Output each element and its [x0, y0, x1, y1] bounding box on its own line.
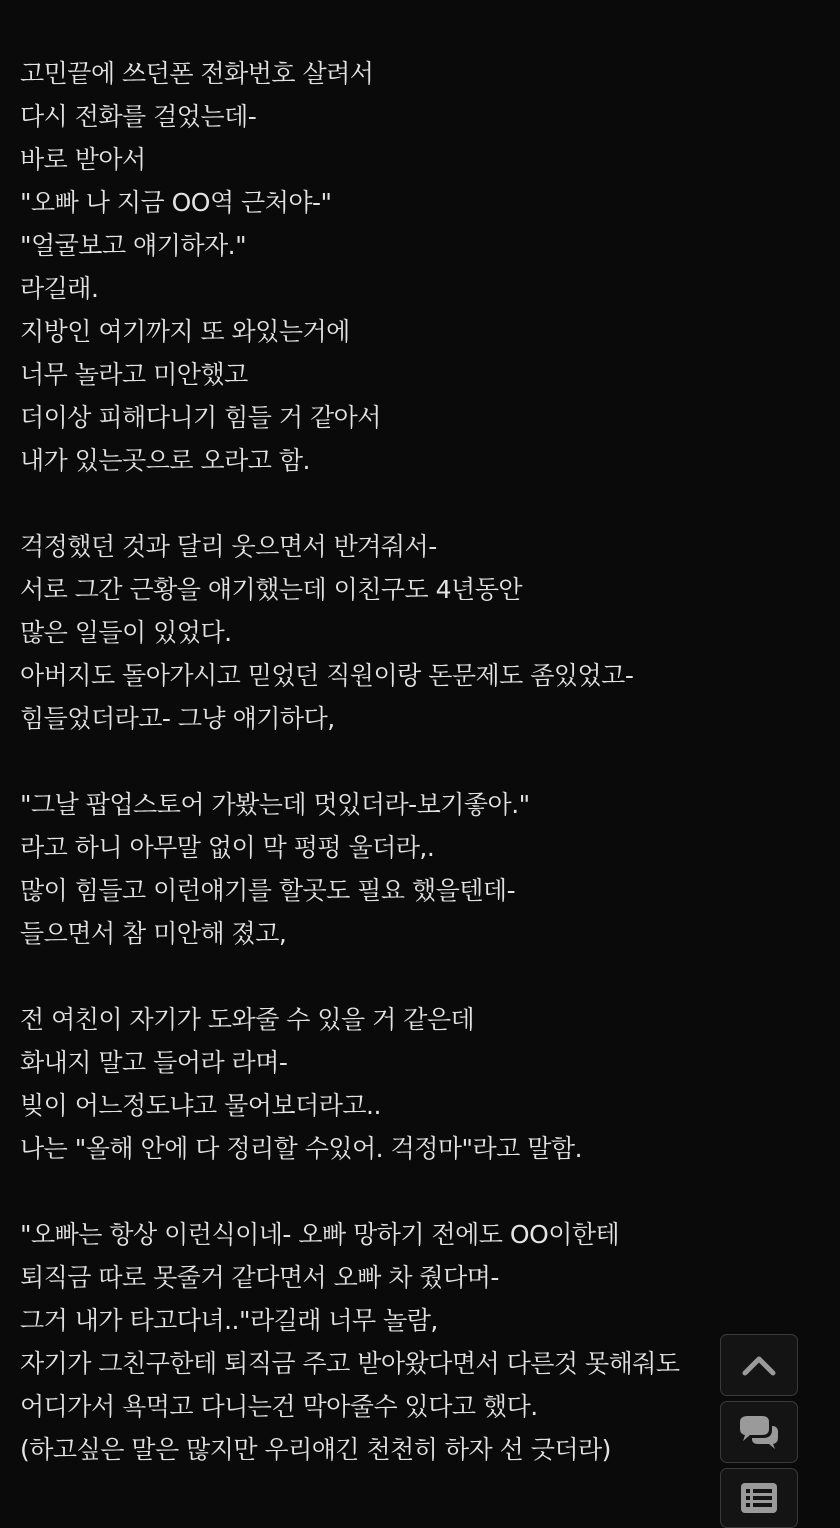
chevron-up-icon — [741, 1353, 777, 1377]
text-line: 빚이 어느정도냐고 물어보더라고.. — [20, 1091, 381, 1120]
text-line: 더이상 피해다니기 힘들 거 같아서 — [20, 403, 381, 432]
paragraph — [20, 525, 720, 740]
paragraph — [20, 998, 720, 1170]
paragraph — [20, 1213, 720, 1471]
text-line: 화내지 말고 들어라 라며- — [20, 1048, 288, 1077]
text-line: 너무 놀라고 미안했고 — [20, 360, 248, 389]
text-line: 자기가 그친구한테 퇴직금 주고 받아왔다면서 다른것 못해줘도 — [20, 1349, 680, 1378]
text-line: 내가 있는곳으로 오라고 함. — [20, 446, 310, 475]
text-line: 많은 일들이 있었다. — [20, 618, 232, 647]
text-line: "오빠는 항상 이런식이네- 오빠 망하기 전에도 OO이한테 — [20, 1220, 620, 1249]
text-line: 들으면서 참 미안해 졌고, — [20, 919, 287, 948]
text-line: 걱정했던 것과 달리 웃으면서 반겨줘서- — [20, 532, 437, 561]
article-body — [20, 52, 720, 1514]
text-line: "얼굴보고 얘기하자." — [20, 231, 247, 260]
speech-bubbles-icon — [736, 1414, 782, 1450]
text-line: 많이 힘들고 이런얘기를 할곳도 필요 했을텐데- — [20, 876, 516, 905]
text-line: 고민끝에 쓰던폰 전화번호 살려서 — [20, 59, 374, 88]
text-line: 라길래. — [20, 274, 99, 303]
text-line: 지방인 여기까지 또 와있는거에 — [20, 317, 350, 346]
text-line: "그날 팝업스토어 가봤는데 멋있더라-보기좋아." — [20, 790, 530, 819]
text-line: 힘들었더라고- 그냥 얘기하다, — [20, 704, 335, 733]
text-line: 다시 전화를 걸었는데- — [20, 102, 257, 131]
scroll-to-top-button[interactable] — [720, 1334, 798, 1396]
text-line: 아버지도 돌아가시고 믿었던 직원이랑 돈문제도 좀있었고- — [20, 661, 634, 690]
paragraph — [20, 783, 720, 955]
text-line: 전 여친이 자기가 도와줄 수 있을 거 같은데 — [20, 1005, 475, 1034]
text-line: 퇴직금 따로 못줄거 같다면서 오빠 차 줬다며- — [20, 1263, 499, 1292]
text-line: "오빠 나 지금 OO역 근처야-" — [20, 188, 332, 217]
text-line: (하고싶은 말은 많지만 우리얘긴 천천히 하자 선 긋더라) — [20, 1435, 611, 1464]
paragraph — [20, 52, 720, 482]
list-icon — [739, 1481, 779, 1515]
text-line: 어디가서 욕먹고 다니는건 막아줄수 있다고 했다. — [20, 1392, 538, 1421]
text-line: 서로 그간 근황을 얘기했는데 이친구도 4년동안 — [20, 575, 522, 604]
list-button[interactable] — [720, 1468, 798, 1528]
text-line: 바로 받아서 — [20, 145, 146, 174]
text-line: 나는 "올해 안에 다 정리할 수있어. 걱정마"라고 말함. — [20, 1134, 583, 1163]
text-line: 라고 하니 아무말 없이 막 펑펑 울더라,. — [20, 833, 435, 862]
comments-button[interactable] — [720, 1401, 798, 1463]
text-line: 그거 내가 타고다녀.."라길래 너무 놀람, — [20, 1306, 438, 1335]
